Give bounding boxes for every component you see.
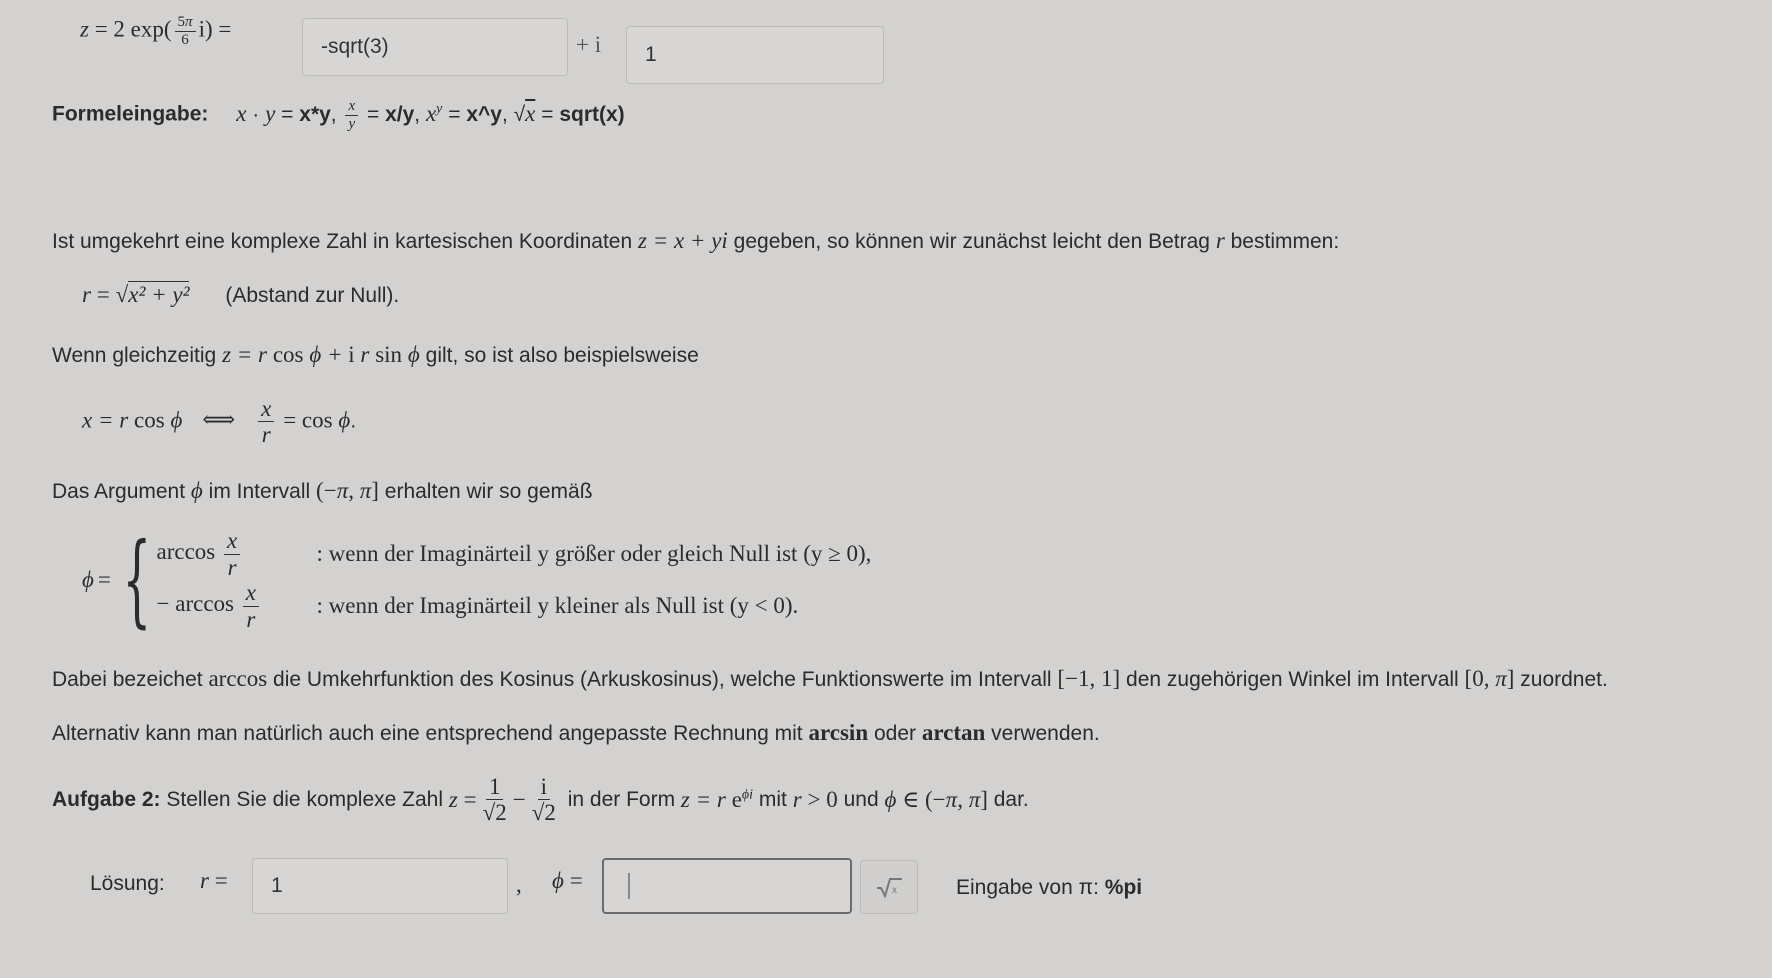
r-label: r = [200, 868, 228, 893]
pi-input-hint: Eingabe von π: %pi [956, 876, 1143, 899]
paragraph-argument: Das Argument ϕ im Intervall (−π, π] erhalten wir so gemäß [52, 478, 593, 503]
comma-separator: , [516, 872, 522, 897]
case-1: : wenn der Imaginärteil y größer oder gleich Null ist (y ≥ 0), [316, 541, 872, 566]
task2-statement: Aufgabe 2: Stellen Sie die komplexe Zahl z = $\frac{1}{√2}$ − $\frac{i}{√2}$ in der Form z = r $e^{\phi i}$ mit r > 0 und ϕ ∈ (−π, π] dar. [52, 774, 1029, 826]
plus-i-label: + i [576, 32, 602, 57]
paragraph-polar: Wenn gleichzeitig z = r cos ϕ + i r sin ϕ gilt, so ist also beispielsweise [52, 342, 699, 367]
phi-input[interactable] [602, 858, 852, 914]
real-part-input[interactable] [302, 18, 568, 76]
task1-equation: z = 2 exp( $\frac{5\pi}{6}$ i) = [80, 14, 232, 48]
r-input[interactable] [252, 858, 508, 914]
imag-part-value: 1 [645, 43, 657, 66]
solution-label: Lösung: [90, 872, 165, 895]
x-equivalence: x = r cos ϕ ⟺ $\frac{x}{r}$ = cos ϕ. [82, 396, 357, 448]
formula-editor-button[interactable] [860, 860, 918, 914]
case-2: : wenn der Imaginärteil y kleiner als Null ist (y < 0). [316, 593, 799, 618]
paragraph-arccos: Dabei bezeichet arccos die Umkehrfunktion des Kosinus (Arkuskosinus), welche Funktionswerte im Intervall [−1, 1] den zugehörigen Winkel im Intervall [0, π] zuordnet. [52, 666, 1608, 691]
paragraph-alternative: Alternativ kann man natürlich auch eine entsprechend angepasste Rechnung mit arcsin oder arctan verwenden. [52, 720, 1100, 745]
real-part-value: -sqrt(3) [321, 35, 389, 58]
phi-piecewise: ϕ = { arccos $\frac{x}{r}$ : wenn der Imaginärteil y größer oder gleich Null ist (y ≥ 0), − arccos $\frac{x}{r}$ : wenn der Imaginärteil y kleiner als Null ist (y < 0). [82, 521, 872, 638]
text-cursor [628, 873, 630, 899]
phi-label: ϕ = [552, 868, 583, 893]
r-input-value: 1 [271, 874, 283, 897]
formula-hint-label: Formeleingabe: [52, 102, 209, 126]
imag-part-input[interactable] [626, 26, 884, 84]
square-root-icon [875, 876, 903, 898]
paragraph-cartesian: Ist umgekehrt eine komplexe Zahl in kartesischen Koordinaten z = x + yi gegeben, so können wir zunächst leicht den Betrag r bestimmen: [52, 228, 1340, 253]
task2-label: Aufgabe 2: [52, 787, 161, 811]
r-formula: r = √x² + y² (Abstand zur Null). [82, 282, 400, 307]
formula-hint: Formeleingabe: x · y = x*y, $\frac{x}{y}$ = x/y, $x^y$ = x^y, √x = sqrt(x) [52, 98, 625, 132]
svg-text:x: x [892, 885, 897, 896]
